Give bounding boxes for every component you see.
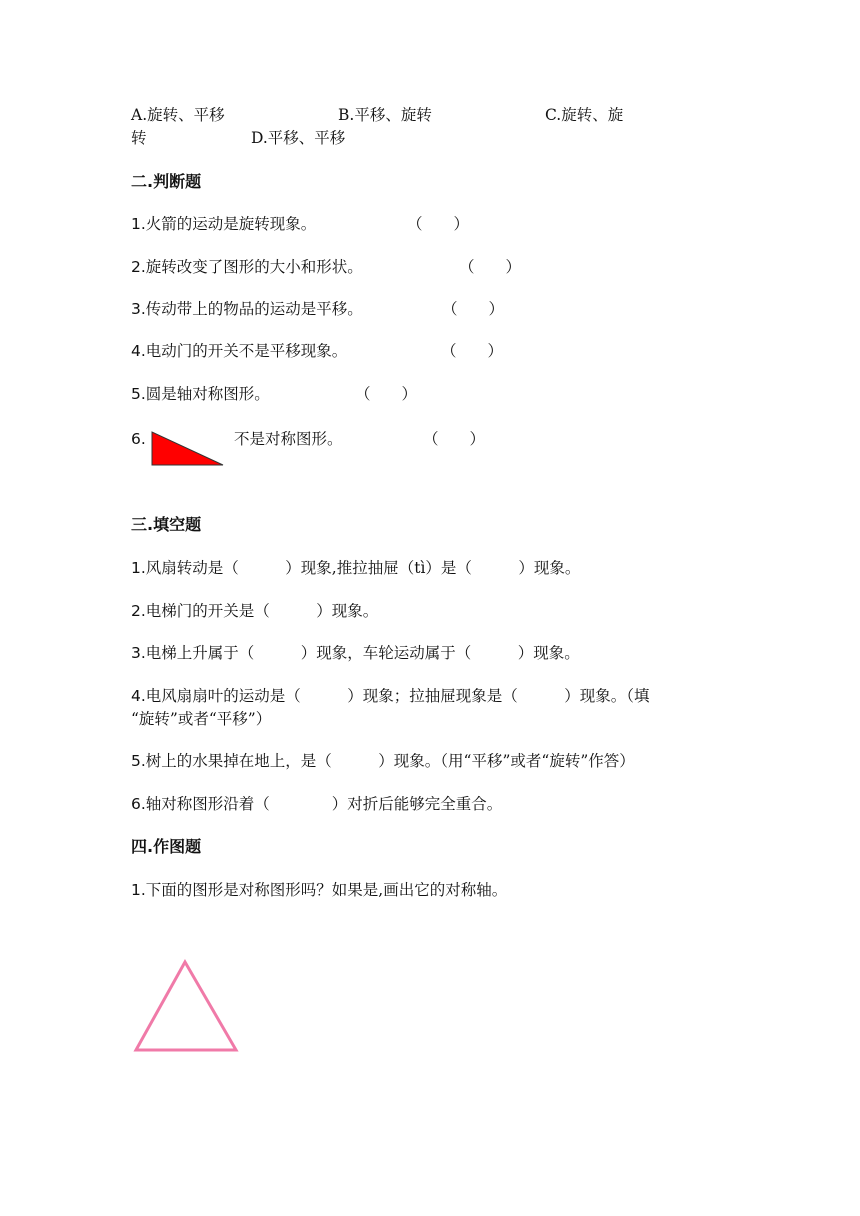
item-text: 传动带上的物品的运动是平移。: [145, 300, 363, 318]
judgment-item-2: [131, 256, 363, 278]
judgment-item-3: [131, 298, 363, 320]
item-number: 2.: [131, 258, 146, 276]
item-text: 下面的图形是对称图形吗？如果是,画出它的对称轴。: [145, 881, 508, 899]
option-c-continued: 转: [131, 129, 147, 147]
answer-blank[interactable]: （ ）: [459, 258, 522, 276]
fill-item-5: [131, 750, 635, 772]
fill-item-2: [131, 600, 378, 622]
judgment-item-6-text: 不是对称图形。: [234, 430, 343, 448]
answer-blank[interactable]: （ ）: [441, 342, 504, 360]
item-text: 圆是轴对称图形。: [145, 385, 270, 403]
answer-blank[interactable]: （ ）: [423, 430, 486, 448]
answer-blank[interactable]: （ ）: [407, 215, 470, 233]
drawing-item-1: [131, 879, 507, 901]
item-text: 电动门的开关不是平移现象。: [145, 342, 348, 360]
section-title-judgment: 二.判断题: [131, 172, 202, 191]
item-text: 火箭的运动是旋转现象。: [145, 215, 317, 233]
item-text: 电梯上升属于（ ）现象，车轮运动属于（ ）现象。: [145, 644, 580, 662]
section-title-drawing: 四.作图题: [131, 837, 202, 856]
judgment-item-1: [131, 213, 316, 235]
red-right-triangle: [150, 430, 226, 468]
option-d: D.平移、平移: [251, 129, 346, 147]
item-number: 4.: [131, 342, 146, 360]
pink-equilateral-triangle[interactable]: [130, 958, 240, 1054]
answer-blank[interactable]: （ ）: [355, 385, 418, 403]
item-text: 电风扇扇叶的运动是（ ）现象；拉抽屉现象是（ ）现象。（填: [145, 687, 650, 705]
fill-item-3: [131, 642, 580, 664]
item-number: 5.: [131, 752, 146, 770]
item-number: 6.: [131, 430, 146, 448]
answer-blank[interactable]: （ ）: [442, 300, 505, 318]
judgment-item-5: [131, 383, 270, 405]
fill-item-4-continued: “旋转”或者“平移”）: [131, 710, 272, 728]
item-number: 4.: [131, 687, 146, 705]
item-number: 1.: [131, 559, 146, 577]
option-c: C.旋转、旋: [545, 106, 624, 124]
fill-item-4: [131, 685, 650, 707]
item-number: 3.: [131, 300, 146, 318]
item-number: 6.: [131, 795, 146, 813]
option-b: B.平移、旋转: [338, 106, 432, 124]
item-number: 3.: [131, 644, 146, 662]
item-number: 2.: [131, 602, 146, 620]
item-text: 轴对称图形沿着（ ）对折后能够完全重合。: [145, 795, 503, 813]
judgment-item-6-number: [131, 428, 146, 450]
fill-item-6: [131, 793, 502, 815]
item-text: 树上的水果掉在地上，是（ ）现象。（用“平移”或者“旋转”作答）: [145, 752, 635, 770]
judgment-item-4: [131, 340, 347, 362]
item-number: 1.: [131, 881, 146, 899]
section-title-fill-blank: 三.填空题: [131, 515, 202, 534]
item-number: 1.: [131, 215, 146, 233]
item-text: 电梯门的开关是（ ）现象。: [145, 602, 379, 620]
fill-item-1: [131, 557, 580, 579]
option-a: A.旋转、平移: [131, 106, 225, 124]
item-text: 风扇转动是（ ）现象,推拉抽屉（tì）是（ ）现象。: [145, 559, 581, 577]
item-text: 旋转改变了图形的大小和形状。: [145, 258, 363, 276]
item-number: 5.: [131, 385, 146, 403]
